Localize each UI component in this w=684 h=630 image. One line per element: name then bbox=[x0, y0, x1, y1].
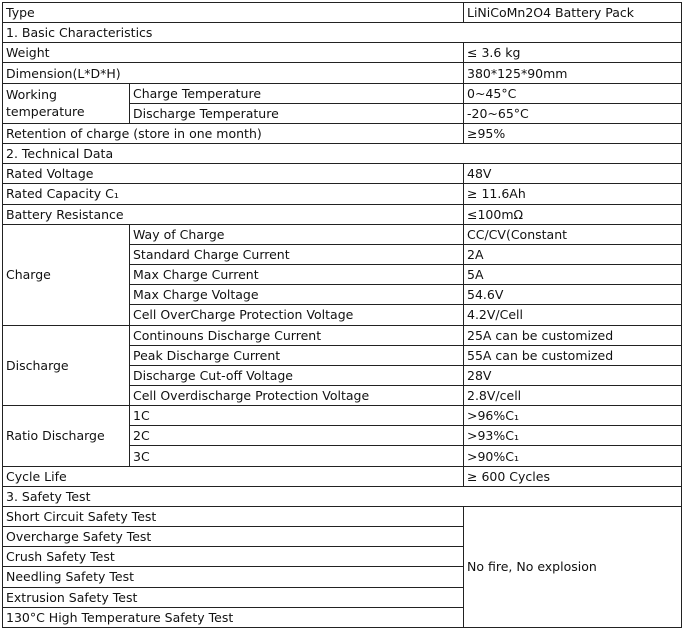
weight-label: Weight bbox=[3, 43, 464, 63]
ratio-discharge-group-label: Ratio Discharge bbox=[3, 406, 130, 466]
safety-test-label: Short Circuit Safety Test bbox=[3, 506, 464, 526]
charge-param-label: Max Charge Voltage bbox=[130, 285, 464, 305]
dimension-label: Dimension(L*D*H) bbox=[3, 63, 464, 83]
retention-label: Retention of charge (store in one month) bbox=[3, 123, 464, 143]
discharge-param-value: 25A can be customized bbox=[464, 325, 682, 345]
weight-value: ≤ 3.6 kg bbox=[464, 43, 682, 63]
charge-temperature-value: 0~45°C bbox=[464, 83, 682, 103]
rated-capacity-value: ≥ 11.6Ah bbox=[464, 184, 682, 204]
ratio-rate-label: 2C bbox=[130, 426, 464, 446]
discharge-group-label: Discharge bbox=[3, 325, 130, 406]
cycle-life-label: Cycle Life bbox=[3, 466, 464, 486]
safety-test-label: Extrusion Safety Test bbox=[3, 587, 464, 607]
discharge-temperature-label: Discharge Temperature bbox=[130, 103, 464, 123]
rated-capacity-row bbox=[3, 184, 682, 204]
discharge-param-value: 28V bbox=[464, 365, 682, 385]
working-temperature-label: Working temperature bbox=[3, 83, 130, 123]
discharge-param-label: Peak Discharge Current bbox=[130, 345, 464, 365]
charge-group-label: Charge bbox=[3, 224, 130, 325]
retention-value: ≥95% bbox=[464, 123, 682, 143]
section-technical-title: 2. Technical Data bbox=[3, 144, 682, 164]
type-value: LiNiCoMn2O4 Battery Pack bbox=[464, 3, 682, 23]
retention-row bbox=[3, 123, 682, 143]
safety-test-result: No fire, No explosion bbox=[464, 506, 682, 627]
safety-test-label: Crush Safety Test bbox=[3, 547, 464, 567]
ratio-rate-value: >93%C₁ bbox=[464, 426, 682, 446]
type-label: Type bbox=[3, 3, 464, 23]
section-safety-row bbox=[3, 486, 682, 506]
weight-row bbox=[3, 43, 682, 63]
discharge-param-value: 55A can be customized bbox=[464, 345, 682, 365]
section-basic-title: 1. Basic Characteristics bbox=[3, 23, 682, 43]
charge-param-value: 5A bbox=[464, 265, 682, 285]
charge-temperature-row bbox=[3, 83, 682, 103]
charge-param-value: CC/CV(Constant bbox=[464, 224, 682, 244]
charge-param-value: 4.2V/Cell bbox=[464, 305, 682, 325]
battery-resistance-row bbox=[3, 204, 682, 224]
dimension-row bbox=[3, 63, 682, 83]
rated-voltage-value: 48V bbox=[464, 164, 682, 184]
charge-temperature-label: Charge Temperature bbox=[130, 83, 464, 103]
battery-resistance-value: ≤100mΩ bbox=[464, 204, 682, 224]
discharge-param-value: 2.8V/cell bbox=[464, 385, 682, 405]
ratio-discharge-row bbox=[3, 406, 682, 426]
rated-voltage-row bbox=[3, 164, 682, 184]
rated-voltage-label: Rated Voltage bbox=[3, 164, 464, 184]
discharge-param-label: Cell Overdischarge Protection Voltage bbox=[130, 385, 464, 405]
section-basic-row bbox=[3, 23, 682, 43]
ratio-rate-value: >90%C₁ bbox=[464, 446, 682, 466]
battery-resistance-label: Battery Resistance bbox=[3, 204, 464, 224]
type-row bbox=[3, 3, 682, 23]
ratio-rate-value: >96%C₁ bbox=[464, 406, 682, 426]
battery-spec-table bbox=[2, 2, 682, 628]
safety-test-label: Needling Safety Test bbox=[3, 567, 464, 587]
section-safety-title: 3. Safety Test bbox=[3, 486, 682, 506]
charge-param-value: 2A bbox=[464, 244, 682, 264]
ratio-rate-label: 1C bbox=[130, 406, 464, 426]
rated-capacity-label: Rated Capacity C₁ bbox=[3, 184, 464, 204]
section-technical-row bbox=[3, 144, 682, 164]
cycle-life-row bbox=[3, 466, 682, 486]
cycle-life-value: ≥ 600 Cycles bbox=[464, 466, 682, 486]
charge-param-label: Max Charge Current bbox=[130, 265, 464, 285]
ratio-rate-label: 3C bbox=[130, 446, 464, 466]
charge-param-value: 54.6V bbox=[464, 285, 682, 305]
charge-row bbox=[3, 224, 682, 244]
charge-param-label: Standard Charge Current bbox=[130, 244, 464, 264]
safety-test-label: Overcharge Safety Test bbox=[3, 527, 464, 547]
discharge-temperature-value: -20~65°C bbox=[464, 103, 682, 123]
discharge-param-label: Discharge Cut-off Voltage bbox=[130, 365, 464, 385]
charge-param-label: Way of Charge bbox=[130, 224, 464, 244]
safety-test-label: 130°C High Temperature Safety Test bbox=[3, 607, 464, 627]
dimension-value: 380*125*90mm bbox=[464, 63, 682, 83]
discharge-row bbox=[3, 325, 682, 345]
discharge-param-label: Continouns Discharge Current bbox=[130, 325, 464, 345]
safety-test-row bbox=[3, 506, 682, 526]
charge-param-label: Cell OverCharge Protection Voltage bbox=[130, 305, 464, 325]
